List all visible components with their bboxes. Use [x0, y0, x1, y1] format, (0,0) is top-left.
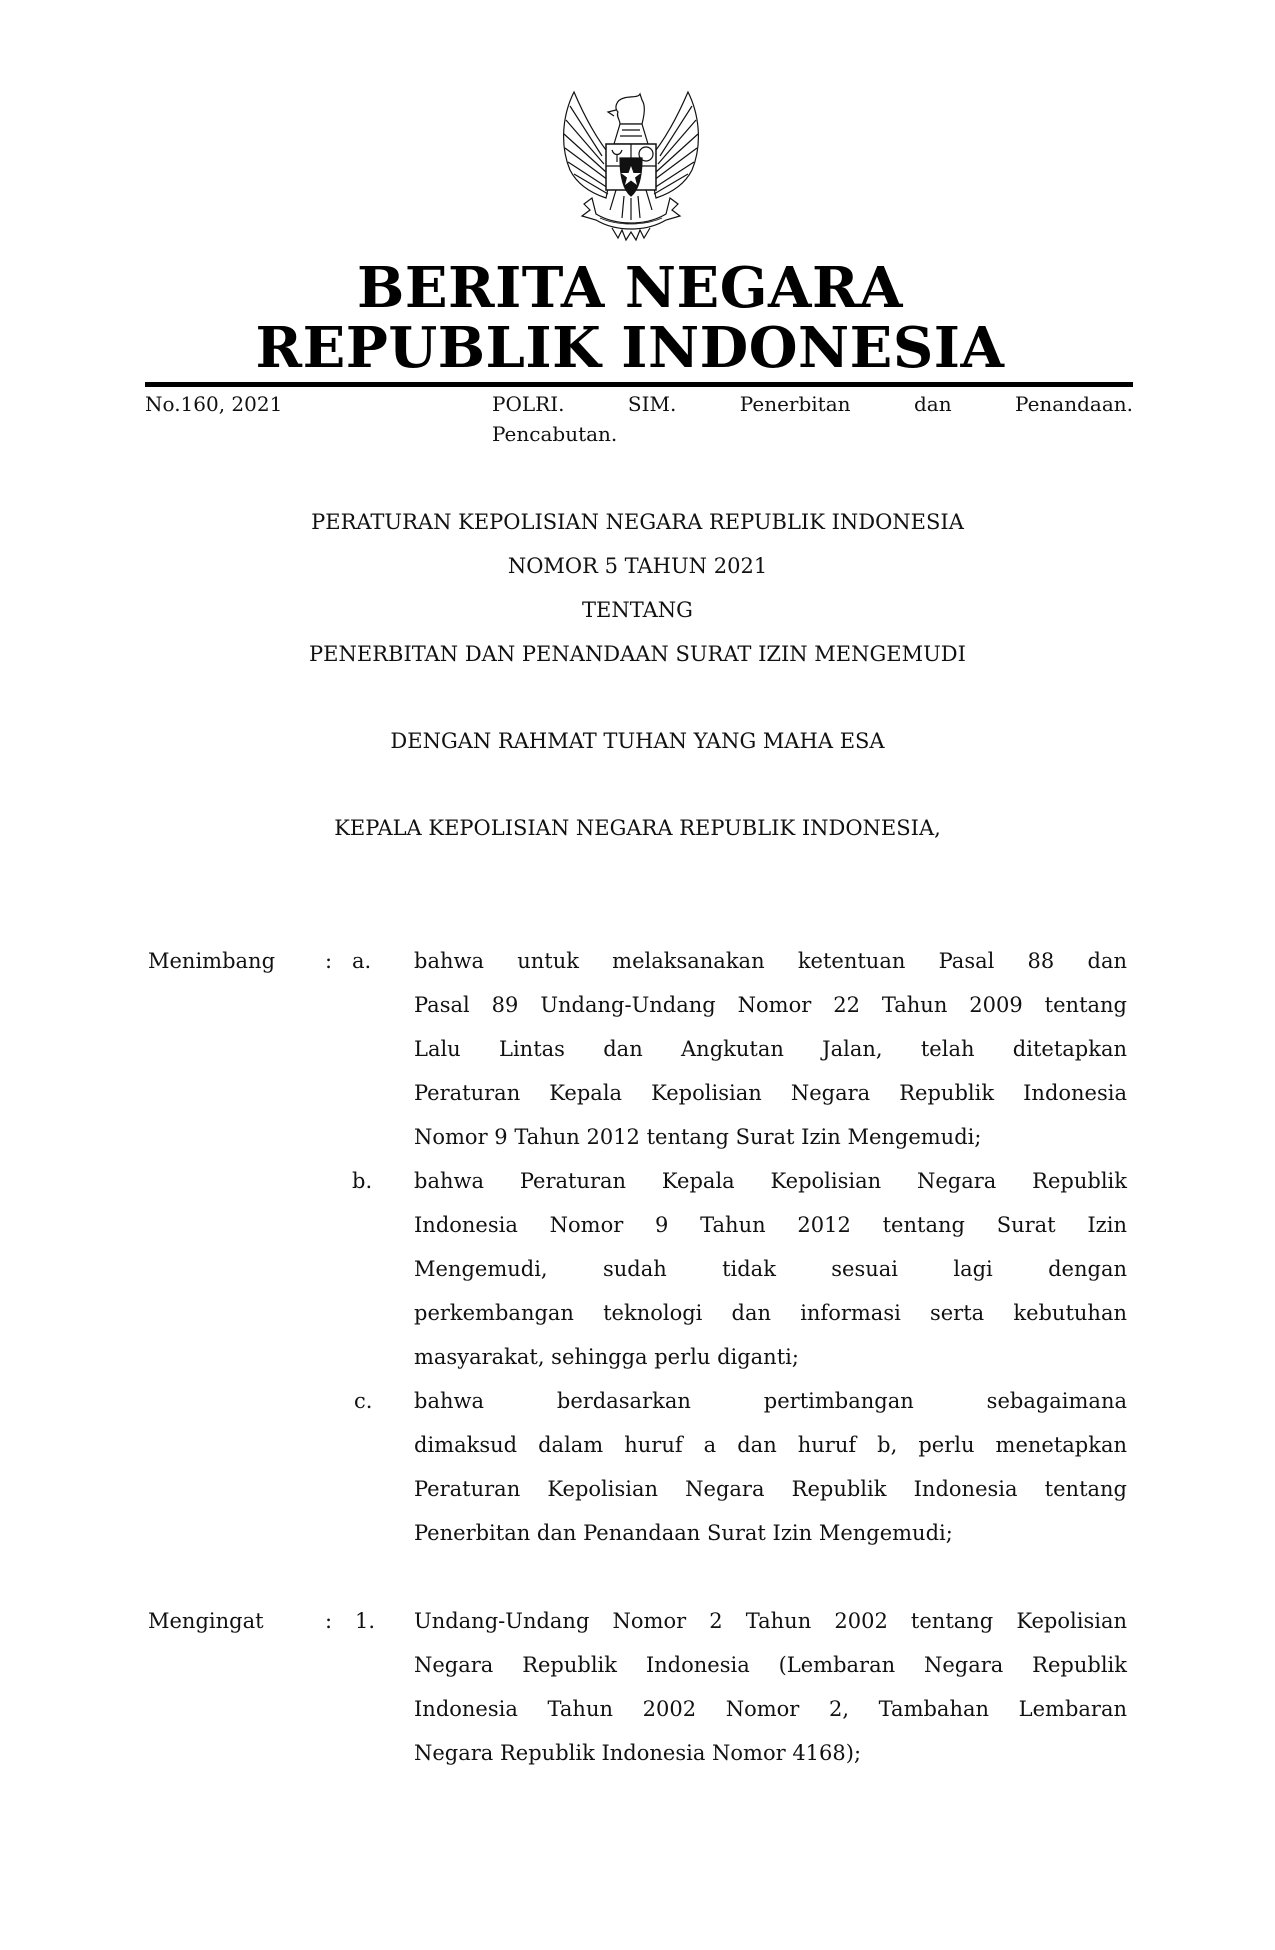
text-line: Negara Republik Indonesia Nomor 4168); [414, 1741, 862, 1765]
text-line: perkembangan teknologi dan informasi serta kebutuhan [414, 1301, 1127, 1325]
text-line: bahwa Peraturan Kepala Kepolisian Negara Republik [414, 1169, 1127, 1193]
text-line: Peraturan Kepolisian Negara Republik Indonesia tentang [414, 1477, 1127, 1501]
gazette-number: No.160, 2021 [145, 392, 283, 416]
menimbang-item-a [414, 939, 1127, 1159]
text-line: bahwa berdasarkan pertimbangan sebagaimana [414, 1389, 1127, 1413]
menimbang-item-b [414, 1159, 1127, 1379]
regulation-number: NOMOR 5 TAHUN 2021 [507, 554, 768, 578]
subject-word: SIM. [627, 392, 677, 416]
header-rule [145, 382, 1133, 387]
text-line: Peraturan Kepala Kepolisian Negara Republik Indonesia [414, 1081, 1127, 1105]
text-line: Mengemudi, sudah tidak sesuai lagi dengan [414, 1257, 1127, 1281]
text-line: Undang-Undang Nomor 2 Tahun 2002 tentang Kepolisian [414, 1609, 1127, 1633]
subject-word: dan [913, 392, 952, 416]
text-line: bahwa untuk melaksanakan ketentuan Pasal 88 dan [414, 949, 1127, 973]
mengingat-item-1 [414, 1599, 1127, 1775]
text-line: Indonesia Tahun 2002 Nomor 2, Tambahan Lembaran [414, 1697, 1127, 1721]
text-line: Indonesia Nomor 9 Tahun 2012 tentang Surat Izin [414, 1213, 1127, 1237]
text-line: Penerbitan dan Penandaan Surat Izin Mengemudi; [414, 1521, 953, 1545]
garuda-emblem-icon [556, 86, 706, 242]
gazette-subject-line2: Pencabutan. [492, 422, 618, 446]
text-line: masyarakat, sehingga perlu diganti; [414, 1345, 799, 1369]
item-marker: 1. [355, 1609, 376, 1633]
mengingat-colon: : [325, 1609, 333, 1633]
item-marker: a. [352, 949, 372, 973]
menimbang-label: Menimbang [148, 949, 276, 973]
text-line: Nomor 9 Tahun 2012 tentang Surat Izin Mengemudi; [414, 1125, 982, 1149]
item-marker: b. [352, 1169, 373, 1193]
invocation: DENGAN RAHMAT TUHAN YANG MAHA ESA [390, 729, 885, 753]
issuer: KEPALA KEPOLISIAN NEGARA REPUBLIK INDONESIA, [334, 816, 941, 840]
mengingat-label: Mengingat [148, 1609, 264, 1633]
regulation-subject: PENERBITAN DAN PENANDAAN SURAT IZIN MENGEMUDI [309, 642, 966, 666]
text-line: Negara Republik Indonesia (Lembaran Negara Republik [414, 1653, 1127, 1677]
text-line: dimaksud dalam huruf a dan huruf b, perlu menetapkan [414, 1433, 1127, 1457]
gazette-subject [492, 389, 1133, 449]
menimbang-colon: : [325, 949, 333, 973]
text-line: Pasal 89 Undang-Undang Nomor 22 Tahun 2009 tentang [414, 993, 1127, 1017]
gazette-title-line1: BERITA NEGARA [357, 255, 903, 321]
gazette-title-line2: REPUBLIK INDONESIA [255, 315, 1005, 381]
regulation-about: TENTANG [582, 598, 693, 622]
menimbang-item-c [414, 1379, 1127, 1555]
text-line: Lalu Lintas dan Angkutan Jalan, telah ditetapkan [414, 1037, 1127, 1061]
subject-word: Penandaan. [1015, 392, 1133, 416]
subject-word: POLRI. [492, 392, 565, 416]
item-marker: c. [354, 1389, 373, 1413]
gazette-subject-line1 [492, 389, 1133, 419]
regulation-title: PERATURAN KEPOLISIAN NEGARA REPUBLIK INDONESIA [311, 510, 964, 534]
subject-word: Penerbitan [739, 392, 851, 416]
